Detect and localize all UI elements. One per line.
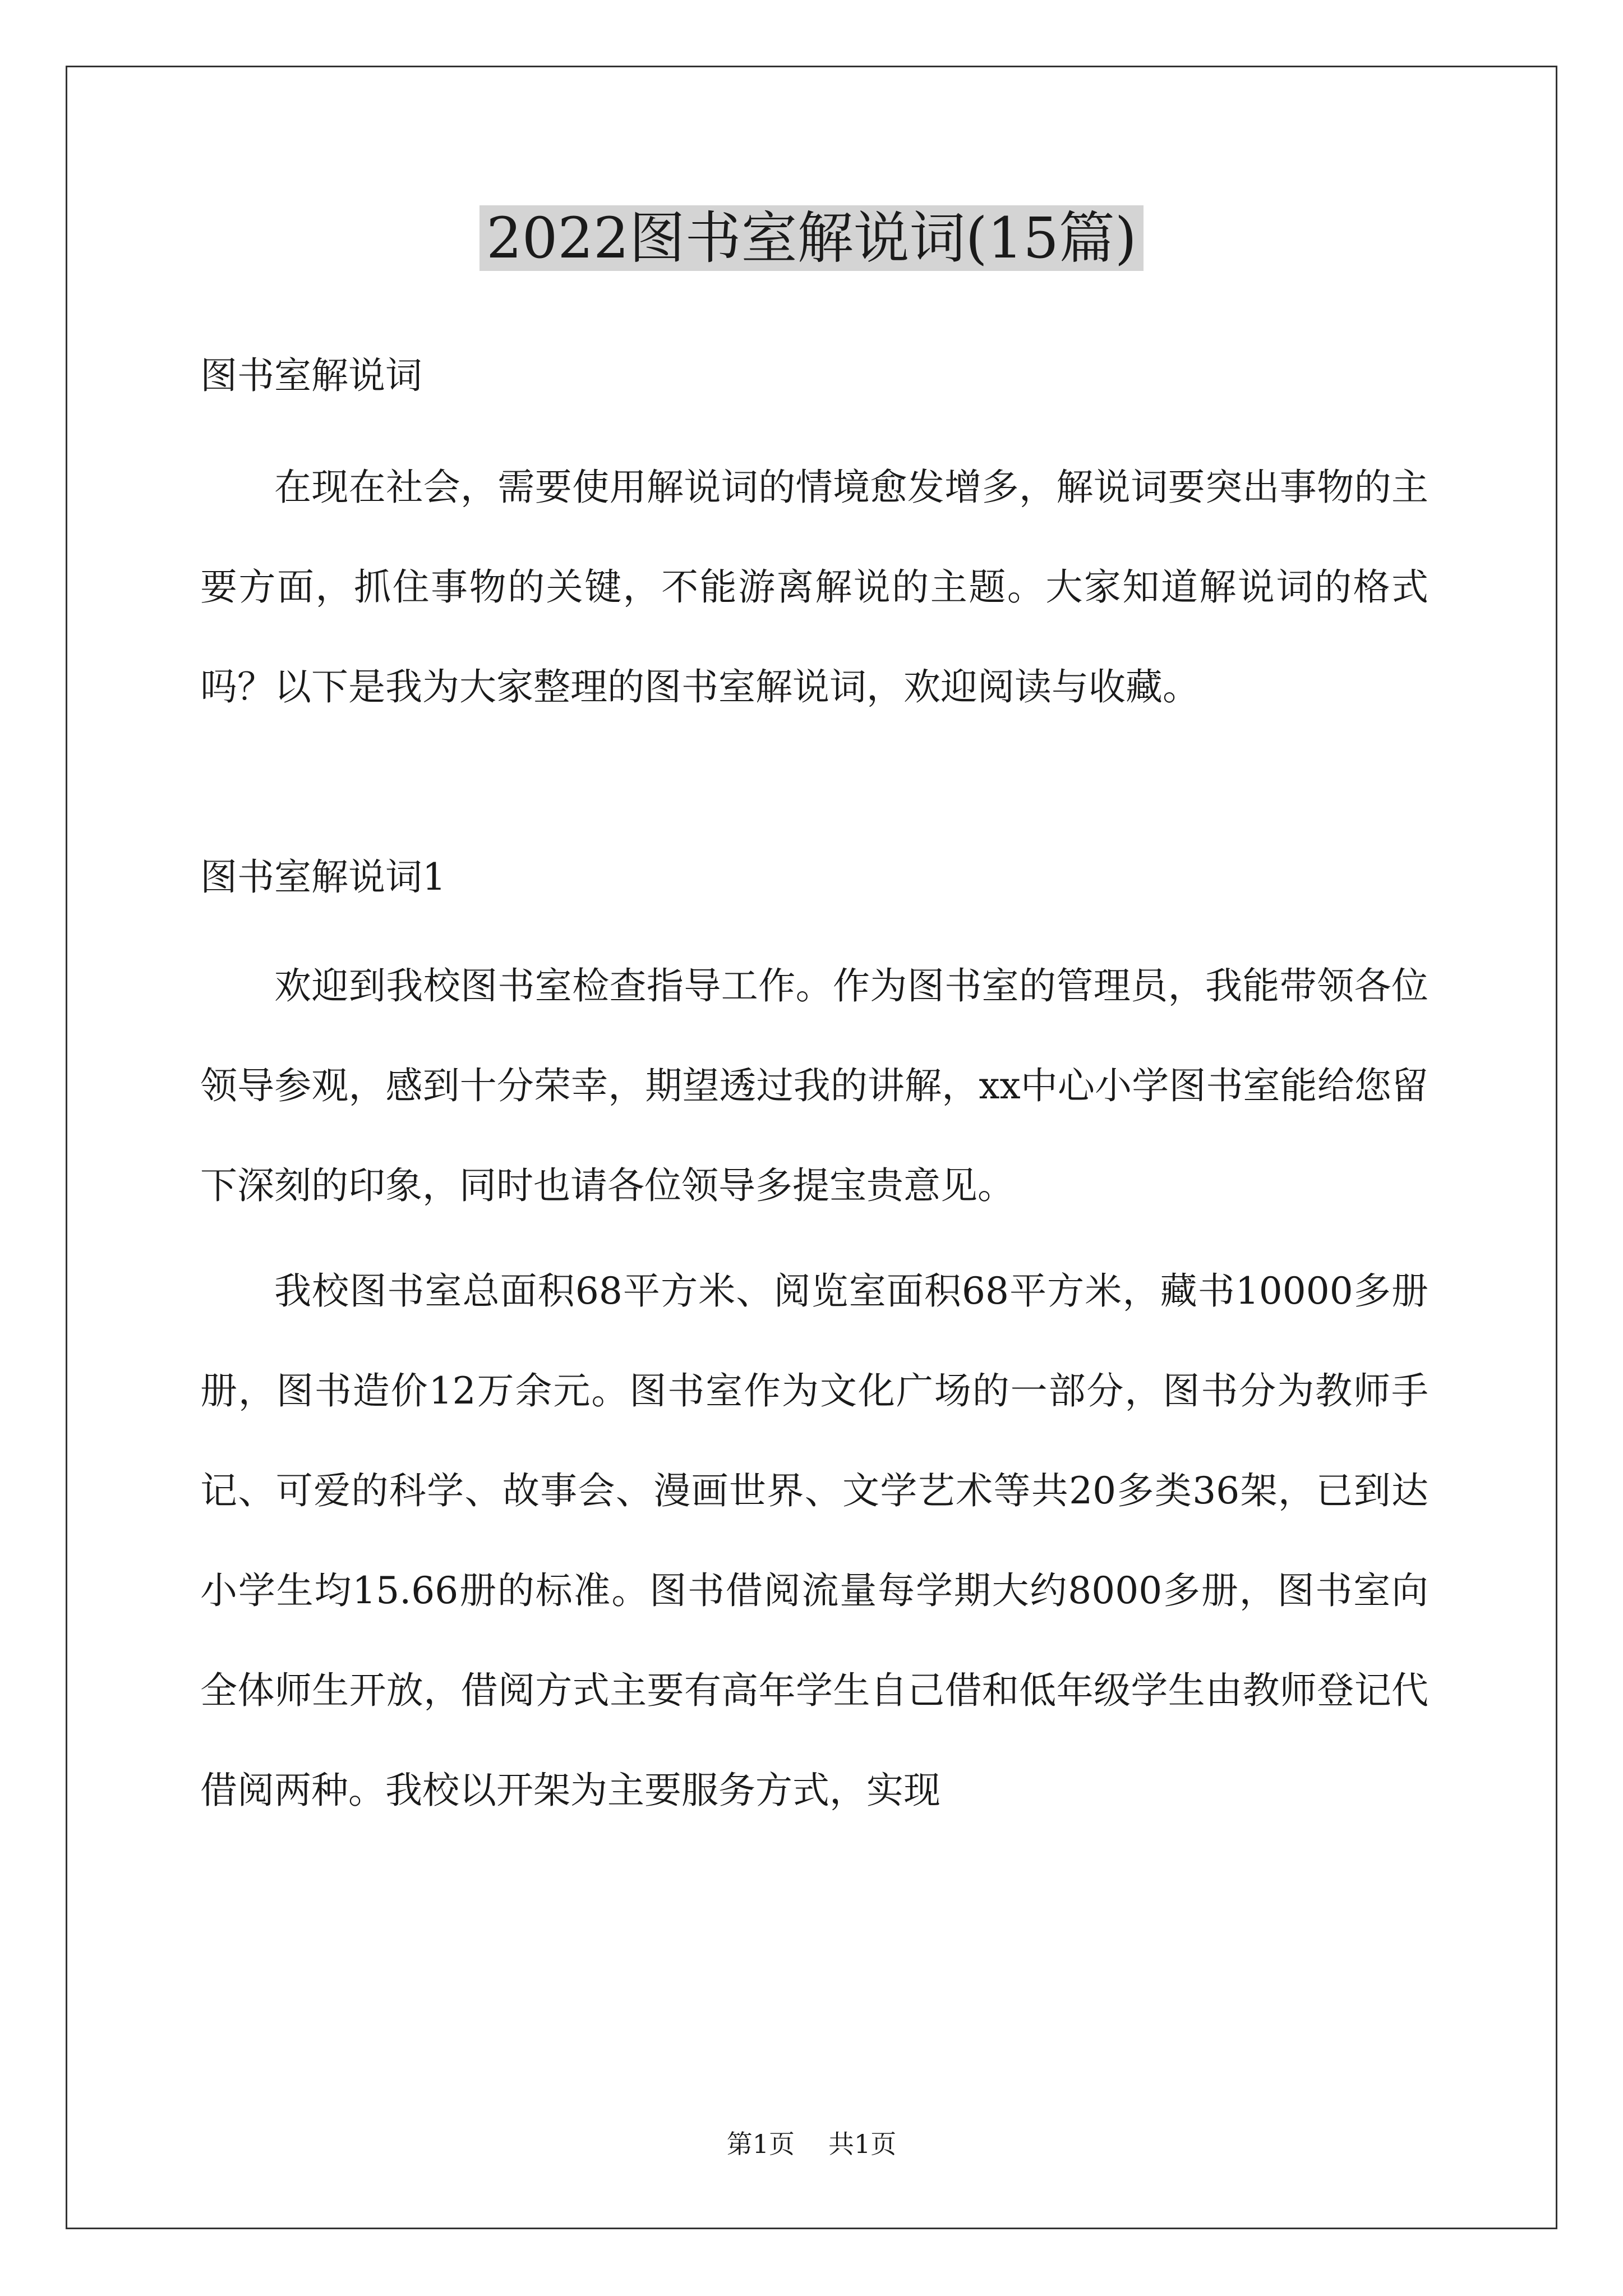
page-number: 第1页 <box>726 2129 795 2159</box>
section-1-paragraph-1: 欢迎到我校图书室检查指导工作。作为图书室的管理员，我能带领各位领导参观，感到十分荣幸，期望透过我的讲解，xx中心小学图书室能给您留下深刻的印象，同时也请各位领导多提宝贵意见。 <box>200 964 1428 1207</box>
document-title <box>0 199 1623 278</box>
intro-heading: 图书室解说词 <box>200 354 422 397</box>
page-footer <box>0 2127 1623 2161</box>
total-pages: 共1页 <box>828 2129 897 2159</box>
section-1-paragraph-2: 我校图书室总面积68平方米、阅览室面积68平方米，藏书10000多册册，图书造价12万余元。图书室作为文化广场的一部分，图书分为教师手记、可爱的科学、故事会、漫画世界、文学艺术等共20多类36架，已到达小学生均15.66册的标准。图书借阅流量每学期大约8000多册，图书室向全体师生开放，借阅方式主要有高年学生自己借和低年级学生由教师登记代借阅两种。我校以开架为主要服务方式，实现 <box>200 1269 1428 1812</box>
intro-paragraph: 在现在社会，需要使用解说词的情境愈发增多，解说词要突出事物的主要方面，抓住事物的关键，不能游离解说的主题。大家知道解说词的格式吗？以下是我为大家整理的图书室解说词，欢迎阅读与收藏。 <box>200 466 1428 708</box>
document-body <box>200 314 1428 1841</box>
document-title-text: 2022图书室解说词(15篇) <box>479 205 1144 271</box>
section-1-heading: 图书室解说词1 <box>200 855 446 899</box>
